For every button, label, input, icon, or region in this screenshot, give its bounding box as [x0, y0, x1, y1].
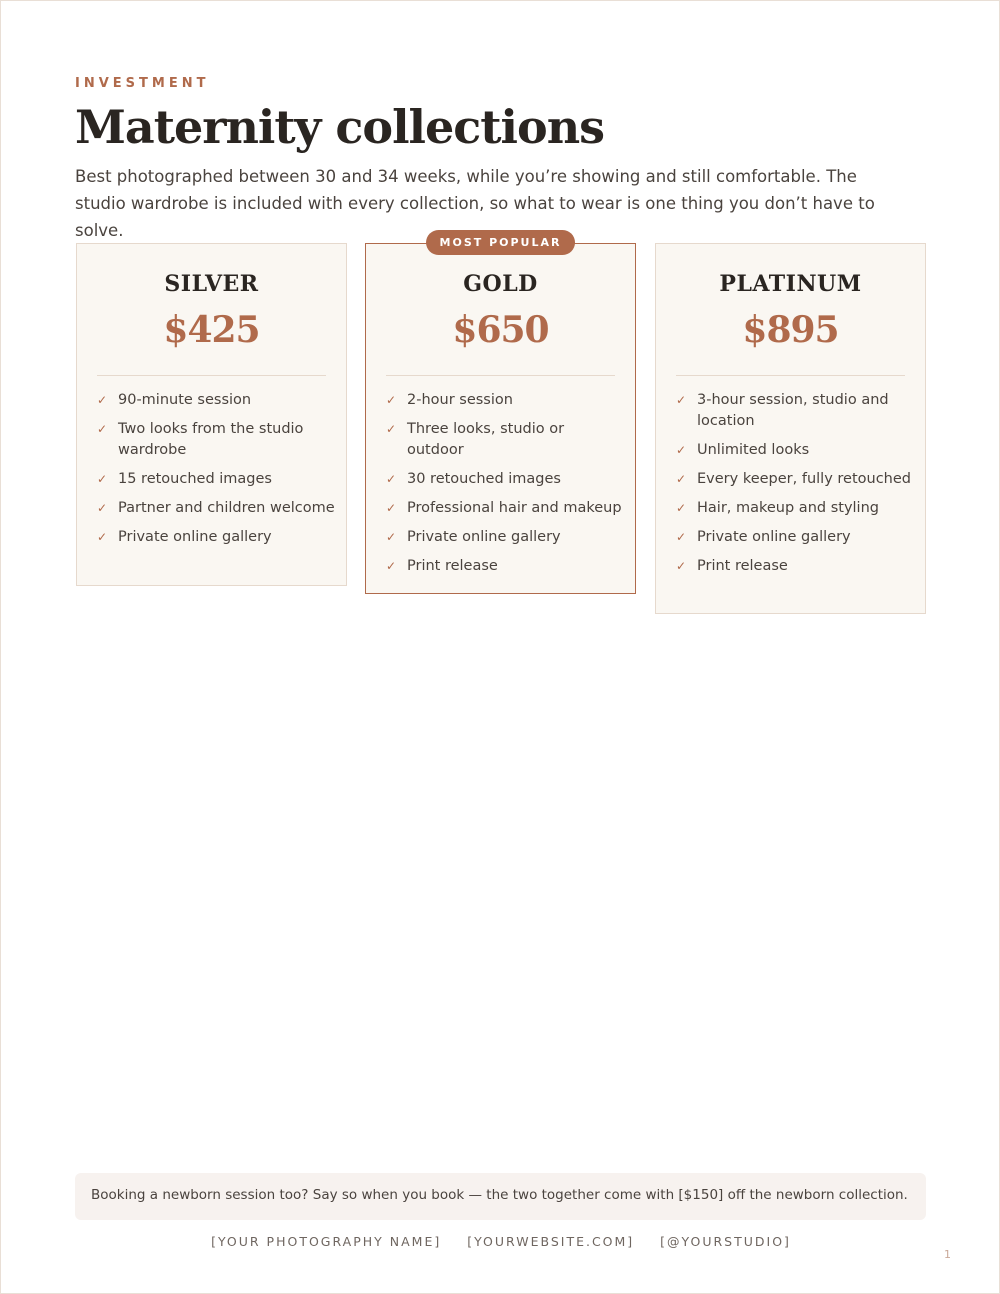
collection-card-silver [76, 243, 347, 586]
feature-item [676, 556, 915, 577]
newborn-bundle-note: Booking a newborn session too? Say so when you book — the two together come with [$150] off the newborn collection. [75, 1173, 926, 1220]
feature-text: Print release [697, 558, 788, 574]
check-icon: ✓ [676, 393, 687, 407]
check-icon: ✓ [386, 530, 397, 544]
feature-text: Private online gallery [697, 529, 851, 545]
feature-list [656, 390, 925, 599]
feature-item [676, 440, 915, 461]
footer [1, 1234, 1000, 1249]
feature-text: 30 retouched images [407, 471, 561, 487]
feature-item [386, 556, 625, 577]
feature-item [97, 469, 336, 490]
feature-text: Three looks, studio or outdoor [407, 421, 565, 458]
feature-item [676, 498, 915, 519]
footer-social-handle[interactable]: [@YOURSTUDIO] [660, 1234, 791, 1249]
footer-studio-name: [YOUR PHOTOGRAPHY NAME] [211, 1234, 442, 1249]
divider [97, 375, 326, 376]
check-icon: ✓ [676, 559, 687, 573]
feature-list [366, 390, 635, 599]
collection-name: PLATINUM [719, 271, 862, 297]
feature-text: 3-hour session, studio and location [697, 392, 889, 429]
most-popular-badge: MOST POPULAR [426, 230, 576, 255]
feature-item [676, 527, 915, 548]
footer-website-link[interactable]: [YOURWEBSITE.COM] [467, 1234, 635, 1249]
feature-item [97, 498, 336, 519]
feature-item [97, 390, 336, 411]
collection-price: $650 [452, 309, 549, 351]
check-icon: ✓ [676, 472, 687, 486]
feature-item [386, 469, 625, 490]
check-icon: ✓ [676, 501, 687, 515]
divider [676, 375, 905, 376]
check-icon: ✓ [97, 530, 108, 544]
section-eyebrow: INVESTMENT [75, 76, 210, 91]
page-number: 1 [944, 1248, 951, 1261]
check-icon: ✓ [386, 422, 397, 436]
check-icon: ✓ [97, 393, 108, 407]
feature-text: Every keeper, fully retouched [697, 471, 911, 487]
check-icon: ✓ [97, 422, 108, 436]
check-icon: ✓ [676, 443, 687, 457]
check-icon: ✓ [386, 559, 397, 573]
feature-text: Hair, makeup and styling [697, 500, 879, 516]
collection-price: $425 [163, 309, 260, 351]
feature-item [386, 419, 625, 461]
feature-item [676, 390, 915, 432]
collection-name: GOLD [463, 271, 538, 297]
feature-text: 15 retouched images [118, 471, 272, 487]
check-icon: ✓ [386, 501, 397, 515]
collection-card-gold [365, 236, 636, 594]
check-icon: ✓ [97, 472, 108, 486]
feature-text: Unlimited looks [697, 442, 810, 458]
page-title: Maternity collections [75, 100, 605, 154]
feature-list [77, 390, 346, 570]
feature-text: 90-minute session [118, 392, 252, 408]
feature-text: Private online gallery [118, 529, 272, 545]
feature-text: Print release [407, 558, 498, 574]
check-icon: ✓ [97, 501, 108, 515]
check-icon: ✓ [676, 530, 687, 544]
feature-item [386, 527, 625, 548]
collection-name: SILVER [164, 271, 259, 297]
check-icon: ✓ [386, 393, 397, 407]
feature-item [676, 469, 915, 490]
feature-text: Two looks from the studio wardrobe [118, 421, 304, 458]
feature-item [386, 390, 625, 411]
collection-price: $895 [742, 309, 839, 351]
divider [386, 375, 615, 376]
feature-item [386, 498, 625, 519]
feature-text: Private online gallery [407, 529, 561, 545]
collection-card-platinum [655, 243, 926, 614]
feature-text: Professional hair and makeup [407, 500, 622, 516]
feature-item [97, 527, 336, 548]
feature-text: 2-hour session [407, 392, 513, 408]
intro-paragraph: Best photographed between 30 and 34 weeks, while you’re showing and still comfortable. The studio wardrobe is included with every collection, so what to wear is one thing you don’t have to solve. [75, 167, 875, 240]
feature-item [97, 419, 336, 461]
check-icon: ✓ [386, 472, 397, 486]
feature-text: Partner and children welcome [118, 500, 335, 516]
